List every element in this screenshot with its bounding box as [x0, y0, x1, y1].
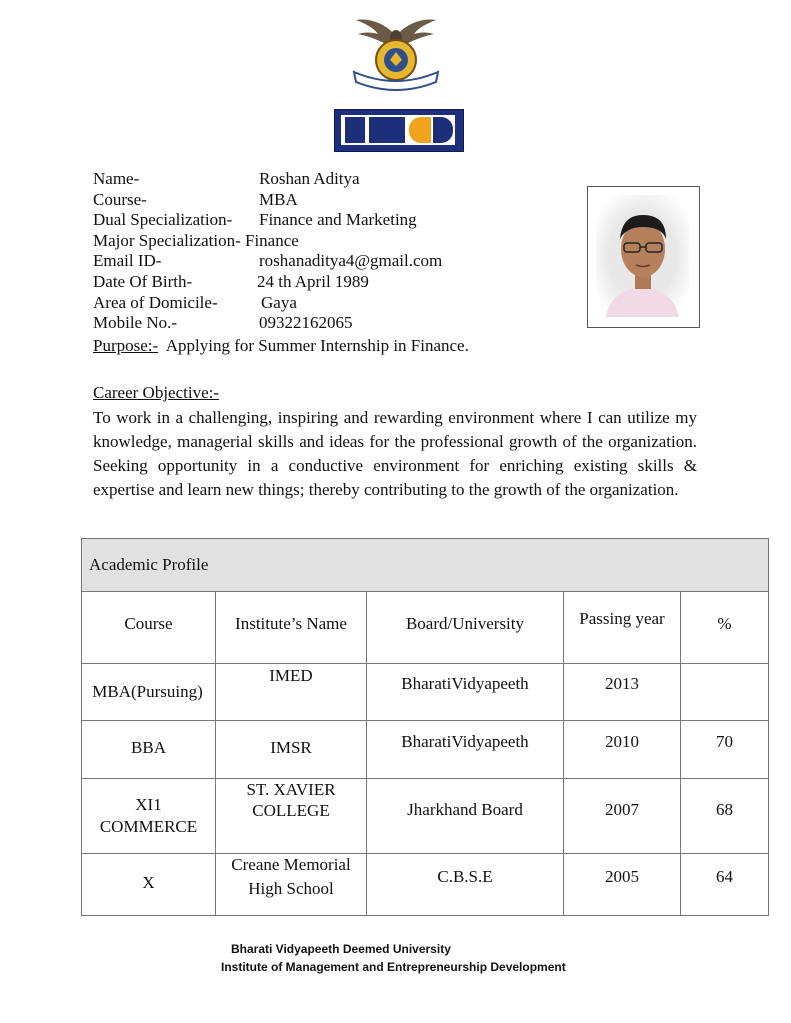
cell-course — [82, 721, 216, 779]
mobile-label: Mobile No.- — [93, 313, 178, 333]
cell-board-text: BharatiVidyapeeth — [401, 674, 529, 693]
header-institute — [216, 592, 367, 664]
header-percent-text: % — [717, 614, 732, 633]
table-row — [82, 664, 769, 721]
header-course — [82, 592, 216, 664]
table-row — [82, 854, 769, 916]
table-row — [82, 779, 769, 854]
cell-course — [82, 779, 216, 854]
cell-percent-text: 68 — [716, 800, 733, 819]
cell-course-text: MBA(Pursuing) — [92, 682, 203, 701]
profile-photo — [596, 195, 689, 317]
name-value: Roshan Aditya — [259, 169, 360, 188]
cell-board-text: BharatiVidyapeeth — [401, 732, 529, 751]
email-label: Email ID- — [93, 251, 162, 271]
cell-year — [564, 664, 681, 721]
course-value: MBA — [259, 189, 298, 209]
cell-institute — [216, 664, 367, 721]
purpose-line — [93, 336, 469, 356]
cell-institute-text: IMED — [269, 666, 313, 685]
cell-institute — [216, 721, 367, 779]
cell-board — [367, 779, 564, 854]
dual-specialization-value: Finance and Marketing — [259, 210, 417, 230]
name-label: Name- — [93, 169, 140, 188]
cell-course-text: X — [142, 873, 155, 892]
mobile-value: 09322162065 — [259, 313, 353, 333]
dob-value: 24 th April 1989 — [257, 272, 369, 291]
cell-institute-text-line2: COLLEGE — [252, 801, 330, 820]
cell-year-text: 2013 — [605, 674, 639, 693]
cell-course-text: BBA — [131, 738, 166, 757]
major-specialization-label: Major Specialization- Finance — [93, 230, 299, 250]
cell-year — [564, 779, 681, 854]
cell-percent — [681, 664, 769, 721]
header-year-text: Passing year — [579, 609, 665, 628]
dob-label: Date Of Birth- — [93, 272, 193, 291]
domicile-value: Gaya — [261, 292, 297, 312]
cell-percent-text: 70 — [716, 732, 733, 751]
purpose-value: Applying for Summer Internship in Finance. — [158, 336, 469, 355]
cell-year-text: 2007 — [605, 800, 639, 819]
cell-percent-text: 64 — [716, 867, 733, 886]
cell-percent — [681, 779, 769, 854]
cell-year — [564, 854, 681, 916]
cell-institute-text-line1: ST. XAVIER — [246, 780, 336, 799]
cell-institute-text-line2: High School — [248, 879, 334, 898]
cell-institute-text: IMSR — [270, 738, 312, 757]
cell-course — [82, 854, 216, 916]
table-row — [82, 721, 769, 779]
cell-course-text-line1: XI1 — [135, 795, 162, 814]
cell-year-text: 2005 — [605, 867, 639, 886]
cell-institute — [216, 779, 367, 854]
header-institute-text: Institute’s Name — [235, 614, 347, 633]
cell-year — [564, 721, 681, 779]
table-header-row — [82, 592, 769, 664]
course-label: Course- — [93, 189, 147, 209]
cell-course — [82, 664, 216, 721]
purpose-label: Purpose:- — [93, 336, 159, 355]
career-objective-text: To work in a challenging, inspiring and rewarding environment where I can utilize my knowledge, managerial skills and ideas for the professional growth of the organization. Seeking opportunity in a conductive environment for enriching existing skills & expertise and learn new things; thereby contributing to the growth of the organization. — [93, 408, 697, 499]
profile-photo-frame — [587, 186, 700, 328]
imed-logo — [334, 109, 464, 152]
cell-percent — [681, 721, 769, 779]
university-logo — [348, 14, 444, 94]
header-course-text: Course — [124, 614, 173, 633]
header-board-text: Board/University — [405, 614, 525, 633]
cell-board — [367, 721, 564, 779]
footer-university: Bharati Vidyapeeth Deemed University — [231, 942, 451, 956]
cell-board-text: Jharkhand Board — [407, 800, 523, 819]
cell-board-text: C.B.S.E — [437, 867, 493, 886]
header-year — [564, 592, 681, 664]
cell-board — [367, 664, 564, 721]
footer-institute: Institute of Management and Entrepreneurship Development — [221, 960, 566, 974]
career-objective-title: Career Objective:- — [93, 383, 220, 402]
cell-year-text: 2010 — [605, 732, 639, 751]
academic-profile-table — [81, 538, 769, 916]
table-caption-row — [82, 539, 769, 592]
cell-institute-text-line1: Creane Memorial — [231, 855, 351, 874]
dual-specialization-label: Dual Specialization- — [93, 210, 233, 230]
cell-course-text-line2: COMMERCE — [99, 817, 198, 836]
cell-institute — [216, 854, 367, 916]
domicile-label: Area of Domicile- — [93, 292, 218, 312]
email-value[interactable]: roshanaditya4@gmail.com — [259, 251, 443, 271]
academic-profile-caption: Academic Profile — [82, 539, 769, 592]
cell-percent — [681, 854, 769, 916]
header-board — [367, 592, 564, 664]
cell-board — [367, 854, 564, 916]
header-percent — [681, 592, 769, 664]
